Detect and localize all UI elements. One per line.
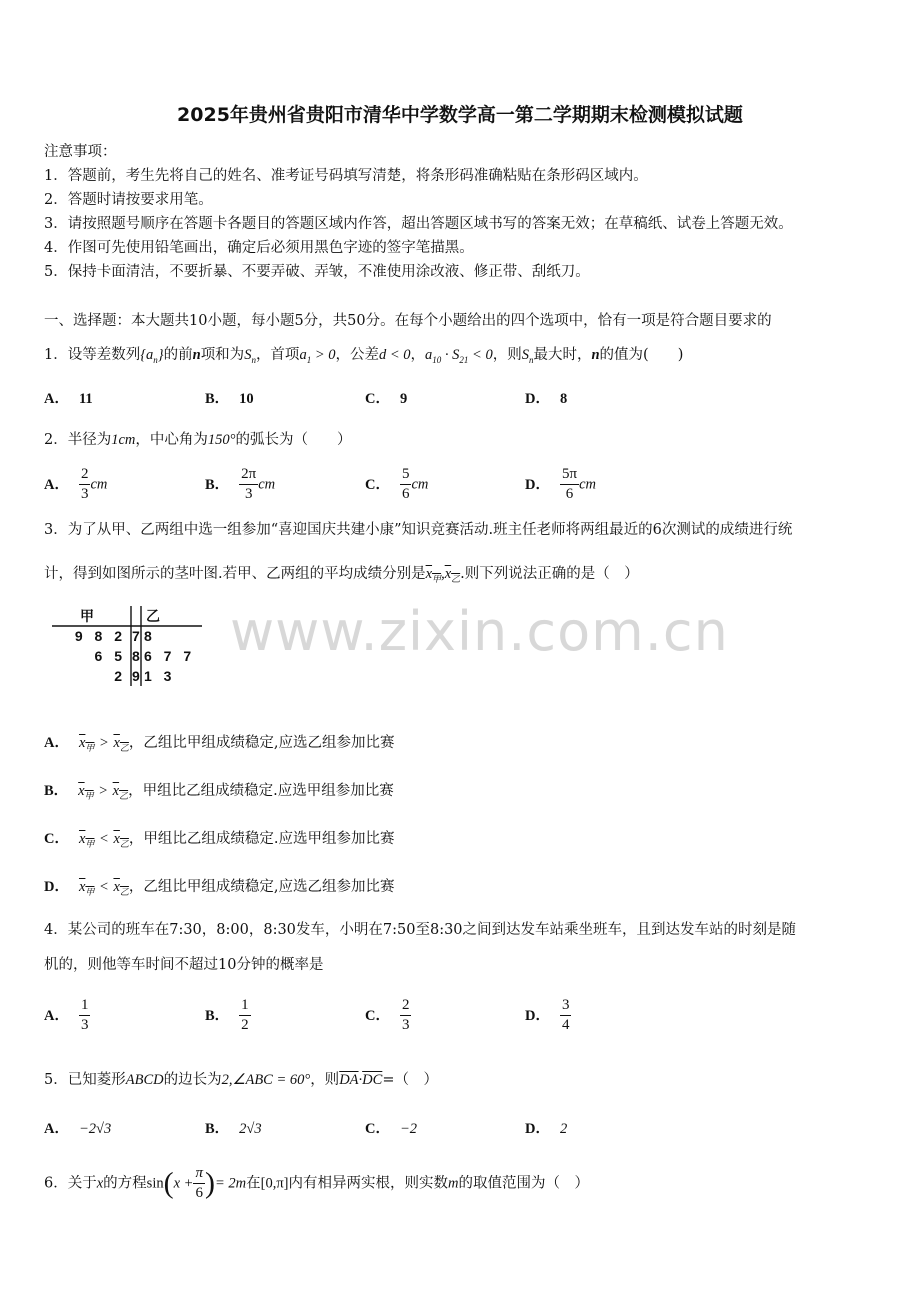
option-label: B． bbox=[205, 1121, 230, 1137]
header-yi: 乙 bbox=[146, 608, 160, 624]
question-2 bbox=[44, 428, 351, 449]
fraction-denominator: 6 bbox=[401, 486, 410, 502]
q5-option-b[interactable] bbox=[205, 1117, 262, 1138]
fraction bbox=[193, 1164, 205, 1203]
sub-jia: 甲 bbox=[432, 573, 442, 584]
fraction-numerator: 1 bbox=[239, 996, 251, 1016]
sub-jia: 甲 bbox=[84, 790, 94, 801]
leaf-left-row-3: 2 bbox=[114, 668, 126, 684]
leaf-right-row-3: 1 3 bbox=[144, 668, 176, 684]
notice-item-5: 5．保持卡面清洁，不要折暴、不要弄破、弄皱，不准使用涂改液、修正带、刮纸刀。 bbox=[44, 264, 590, 280]
sub-yi: 乙 bbox=[451, 573, 461, 584]
mean-jia bbox=[426, 566, 441, 582]
sub-jia: 甲 bbox=[85, 886, 95, 897]
fraction-numerator: 5π bbox=[560, 465, 579, 485]
option-label: A． bbox=[44, 735, 69, 751]
unit: cm bbox=[258, 476, 276, 493]
q5-condition: 2,∠ABC = 60° bbox=[221, 1072, 311, 1088]
vector-dc: $\overline{DC}$ bbox=[362, 1072, 383, 1088]
fraction-denominator: 3 bbox=[401, 1017, 410, 1033]
sub-jia: 甲 bbox=[85, 838, 95, 849]
section-heading: 一、选择题：本大题共10小题，每小题5分，共50分。在每个小题给出的四个选项中，恰有一项是符合题目要求的 bbox=[44, 313, 772, 329]
fraction-denominator: 6 bbox=[195, 1185, 203, 1201]
q1-option-d[interactable] bbox=[525, 387, 577, 408]
mean-jia bbox=[79, 831, 94, 847]
fraction-numerator: 1 bbox=[79, 996, 91, 1016]
q5-option-d[interactable] bbox=[525, 1117, 567, 1138]
q3-option-d[interactable] bbox=[44, 875, 395, 898]
option-text: 9 bbox=[399, 391, 408, 407]
stem-leaf-lines bbox=[50, 604, 210, 688]
fraction-numerator: 2 bbox=[79, 465, 91, 485]
q6-arg: x + bbox=[173, 1175, 194, 1192]
fraction-denominator: 6 bbox=[565, 486, 574, 502]
leaf-right-row-2: 6 7 7 bbox=[144, 648, 196, 664]
stem-row-3: 9 bbox=[132, 668, 140, 684]
option-label: D． bbox=[525, 1007, 550, 1024]
q1-text: 的前 bbox=[163, 347, 193, 363]
question-3-line-1: 3．为了从甲、乙两组中选一组参加“喜迎国庆共建小康”知识竞赛活动.班主任老师将两组最近的6次测试的成绩进行统 bbox=[44, 522, 793, 538]
q5-abcd: ABCD bbox=[125, 1072, 164, 1088]
fraction bbox=[239, 996, 251, 1035]
option-label: B． bbox=[205, 1007, 230, 1024]
unit: cm bbox=[411, 476, 429, 493]
fraction bbox=[79, 996, 91, 1035]
option-label: C． bbox=[365, 391, 390, 407]
fraction bbox=[400, 465, 412, 504]
stem-row-1: 7 bbox=[132, 628, 140, 644]
fraction-denominator: 3 bbox=[244, 486, 253, 502]
sub-yi: 乙 bbox=[119, 886, 129, 897]
option-label: C． bbox=[365, 1121, 390, 1137]
fraction-denominator: 3 bbox=[80, 486, 89, 502]
q1-text: ，首项 bbox=[255, 347, 300, 363]
vector-da: $\overline{DA}$ bbox=[339, 1072, 359, 1088]
option-label: C． bbox=[365, 476, 390, 493]
option-label: D． bbox=[525, 391, 550, 407]
fraction-numerator: 2π bbox=[239, 465, 258, 485]
option-label: A． bbox=[44, 476, 69, 493]
q6-sin: sin bbox=[146, 1175, 164, 1192]
option-label: B． bbox=[205, 391, 230, 407]
q1-text: ， bbox=[410, 347, 426, 363]
fraction bbox=[79, 465, 91, 504]
var-x: x bbox=[113, 831, 120, 847]
mean-jia bbox=[79, 735, 94, 751]
var-x: x bbox=[78, 783, 85, 799]
sub-jia: 甲 bbox=[85, 742, 95, 753]
notice-item-2: 2．答题时请按要求用笔。 bbox=[44, 192, 213, 208]
fraction bbox=[239, 465, 258, 504]
q4-option-d[interactable] bbox=[525, 996, 571, 1035]
option-text: ，乙组比甲组成绩稳定,应选乙组参加比赛 bbox=[128, 879, 395, 895]
option-text: ，乙组比甲组成绩稳定,应选乙组参加比赛 bbox=[128, 735, 395, 751]
stem-leaf-plot bbox=[50, 604, 210, 688]
q4-option-b[interactable] bbox=[205, 996, 251, 1035]
q5-text: ，则 bbox=[310, 1072, 340, 1088]
option-label: A． bbox=[44, 1007, 69, 1024]
q1-option-b[interactable] bbox=[205, 387, 264, 408]
leaf-right-row-1: 8 bbox=[144, 628, 156, 644]
option-label: A． bbox=[44, 1121, 69, 1137]
q1-text: ，则 bbox=[492, 347, 522, 363]
var-x: x bbox=[425, 566, 433, 582]
mean-jia bbox=[79, 879, 94, 895]
fraction-numerator: 3 bbox=[560, 996, 572, 1016]
mean-yi bbox=[445, 566, 460, 582]
q1-text: 项和为 bbox=[200, 347, 245, 363]
option-text: ，甲组比乙组成绩稳定.应选甲组参加比赛 bbox=[128, 783, 394, 799]
question-6: 6．关于x的方程sin(x + $\frac{\pi}{6}$ )= 2m在[0,π]内有相异两实根，则实数m的取值范围为（ ） bbox=[44, 1165, 589, 1201]
operator: > bbox=[98, 783, 109, 799]
notice-heading: 注意事项： bbox=[44, 144, 117, 160]
q1-sn: $S_n$ bbox=[244, 347, 256, 365]
fraction-numerator: π bbox=[193, 1164, 205, 1184]
q2-option-b[interactable] bbox=[205, 465, 275, 504]
option-text: 11 bbox=[78, 391, 93, 407]
option-label: C． bbox=[365, 1007, 390, 1024]
q6-text: 的方程 bbox=[103, 1175, 147, 1192]
fraction bbox=[560, 465, 579, 504]
q1-n: n bbox=[192, 347, 201, 363]
q2-text: 2．半径为 bbox=[44, 432, 112, 448]
operator: < bbox=[99, 879, 109, 895]
exam-title: 2025年贵州省贵阳市清华中学数学高一第二学期期末检测模拟试题 bbox=[177, 104, 743, 126]
option-text: ，甲组比乙组成绩稳定.应选甲组参加比赛 bbox=[128, 831, 395, 847]
leaf-left-row-2: 6 5 bbox=[94, 648, 126, 664]
q1-sn2: $S_n$ bbox=[521, 347, 534, 365]
q3-text: .则下列说法正确的是（ ） bbox=[460, 566, 639, 582]
q6-x: x bbox=[96, 1175, 104, 1192]
question-4-line-2: 机的，则他等车时间不超过10分钟的概率是 bbox=[44, 957, 324, 973]
fraction-numerator: 5 bbox=[400, 465, 412, 485]
fraction-denominator: 4 bbox=[561, 1017, 570, 1033]
option-label: B． bbox=[205, 476, 230, 493]
q1-text: 1．设等差数列 bbox=[44, 347, 141, 363]
q1-d: d < 0 bbox=[378, 347, 411, 363]
leaf-left-row-1: 9 8 2 bbox=[74, 628, 126, 644]
q1-option-c[interactable] bbox=[365, 387, 417, 408]
fraction-denominator: 2 bbox=[241, 1017, 249, 1033]
q3-text: 计，得到如图所示的茎叶图.若甲、乙两组的平均成绩分别是 bbox=[44, 566, 426, 582]
q6-text: 内有相异两实根，则实数 bbox=[288, 1175, 448, 1192]
fraction bbox=[560, 996, 572, 1035]
q5-text: 的边长为 bbox=[163, 1072, 222, 1088]
q6-m: m bbox=[447, 1175, 459, 1192]
q6-rhs: = 2m bbox=[214, 1175, 247, 1192]
q1-text: 最大时， bbox=[533, 347, 592, 363]
var-x: x bbox=[78, 879, 86, 895]
q5-text: 5．已知菱形 bbox=[44, 1072, 126, 1088]
sub-yi: 乙 bbox=[119, 742, 129, 753]
q1-option-a[interactable] bbox=[44, 387, 103, 408]
mean-yi bbox=[113, 831, 128, 847]
q3-option-b[interactable] bbox=[44, 779, 394, 802]
var-x: x bbox=[112, 783, 120, 799]
sub-yi: 乙 bbox=[119, 838, 129, 849]
fraction-denominator: 3 bbox=[80, 1017, 89, 1033]
option-text: −2 bbox=[399, 1121, 418, 1137]
q2-option-c[interactable] bbox=[365, 465, 428, 504]
q2-option-a[interactable] bbox=[44, 465, 107, 504]
q6-text: 在 bbox=[246, 1175, 261, 1192]
q4-option-a[interactable] bbox=[44, 996, 90, 1035]
mean-yi bbox=[113, 879, 128, 895]
q1-text: 的值为( ) bbox=[599, 347, 684, 363]
option-label: B． bbox=[44, 783, 69, 799]
q5-option-a[interactable] bbox=[44, 1117, 111, 1138]
question-5: 5．已知菱形ABCD的边长为2,∠ABC = 60°，则$\overline{DA}\cdot\overline{DC}=$（ ） bbox=[44, 1072, 438, 1088]
operator: > bbox=[99, 735, 109, 751]
q1-a1: $a_1 > 0$ bbox=[299, 347, 336, 365]
option-label: D． bbox=[44, 879, 69, 895]
q2-option-d[interactable] bbox=[525, 465, 596, 504]
q1-cond: $a_{10} \cdot S_{21} < 0$ bbox=[425, 347, 493, 365]
question-1 bbox=[44, 343, 683, 365]
fraction-numerator: 2 bbox=[400, 996, 412, 1016]
stem-row-2: 8 bbox=[132, 648, 140, 664]
mean-jia bbox=[78, 783, 93, 799]
var-x: x bbox=[78, 735, 86, 751]
q4-option-c[interactable] bbox=[365, 996, 411, 1035]
notice-item-4: 4．作图可先使用铅笔画出，确定后必须用黑色字迹的签字笔描黑。 bbox=[44, 240, 474, 256]
notice-item-3: 3．请按照题号顺序在答题卡各题目的答题区域内作答，超出答题区域书写的答案无效；在草稿纸、试卷上答题无效。 bbox=[44, 216, 793, 232]
var-x: x bbox=[444, 566, 452, 582]
q6-text: 6．关于 bbox=[44, 1175, 97, 1192]
q3-option-c[interactable] bbox=[44, 827, 395, 850]
fraction bbox=[400, 996, 412, 1035]
q2-angle: 150° bbox=[207, 432, 236, 448]
option-text: 10 bbox=[239, 391, 254, 407]
header-jia: 甲 bbox=[80, 608, 94, 624]
q2-text: ，中心角为 bbox=[135, 432, 208, 448]
operator: < bbox=[99, 831, 109, 847]
option-text: 8 bbox=[559, 391, 568, 407]
question-4-line-1: 4．某公司的班车在7:30，8:00，8:30发车，小明在7:50至8:30之间到达发车站乘坐班车，且到达发车站的时刻是随 bbox=[44, 922, 797, 938]
option-label: A． bbox=[44, 391, 69, 407]
q2-radius: 1cm bbox=[111, 432, 136, 448]
q3-option-a[interactable] bbox=[44, 731, 395, 754]
option-text: 2 bbox=[559, 1121, 568, 1137]
notice-item-1: 1．答题前，考生先将自己的姓名、准考证号码填写清楚，将条形码准确粘贴在条形码区域内。 bbox=[44, 168, 648, 184]
option-label: D． bbox=[525, 476, 550, 493]
q6-interval: [0,π] bbox=[260, 1175, 289, 1192]
q1-seq: $\{a_n\}$ bbox=[140, 347, 164, 365]
unit: cm bbox=[90, 476, 108, 493]
var-x: x bbox=[113, 735, 120, 751]
q1-text: ，公差 bbox=[335, 347, 379, 363]
sub-yi: 乙 bbox=[119, 790, 129, 801]
option-label: C． bbox=[44, 831, 69, 847]
unit: cm bbox=[579, 476, 596, 493]
option-text: 2√3 bbox=[239, 1121, 262, 1137]
mean-yi bbox=[113, 735, 128, 751]
question-3-line-2: 计，得到如图所示的茎叶图.若甲、乙两组的平均成绩分别是$x_甲,x_乙$.则下列说法正确的是（ ） bbox=[44, 566, 639, 584]
option-label: D． bbox=[525, 1121, 550, 1137]
option-text: −2√3 bbox=[78, 1121, 112, 1137]
var-x: x bbox=[78, 831, 86, 847]
mean-yi bbox=[113, 783, 128, 799]
q2-text: 的弧长为（ ） bbox=[235, 432, 352, 448]
watermark: www.zixin.com.cn bbox=[230, 600, 729, 663]
q5-option-c[interactable] bbox=[365, 1117, 417, 1138]
q1-n2: n bbox=[591, 347, 600, 363]
var-x: x bbox=[113, 879, 120, 895]
q6-text: 的取值范围为（ ） bbox=[458, 1175, 589, 1192]
q5-text: =（ ） bbox=[382, 1072, 438, 1088]
